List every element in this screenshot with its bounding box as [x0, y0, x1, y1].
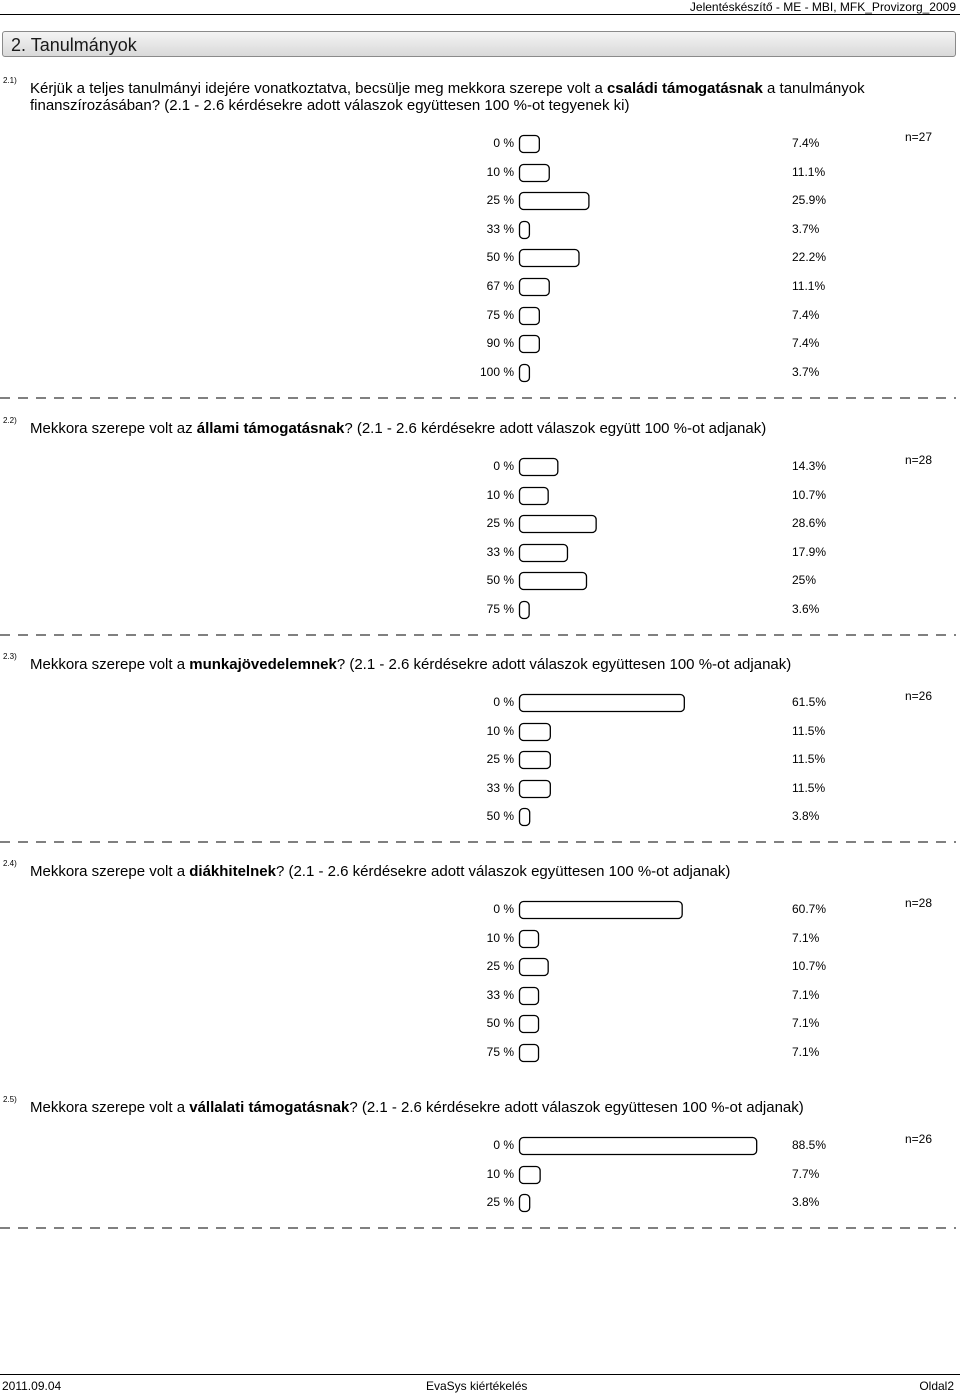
category-label: 25 % [486, 752, 514, 767]
value-label: 10.7% [792, 959, 827, 974]
category-label: 0 % [493, 459, 514, 473]
bar-svg [518, 722, 790, 743]
chart-row [0, 986, 960, 1008]
question-text [30, 80, 930, 114]
dashed-divider [0, 634, 960, 636]
question-text-end: ? (2.1 - 2.6 kérdésekre adott válaszok együttesen 100 %-ot adjanak) [336, 656, 792, 673]
chart-row [0, 277, 960, 299]
category-label: 25 % [486, 1195, 514, 1210]
category-label: 50 % [486, 250, 514, 265]
value-label: 7.4% [792, 136, 820, 150]
bar [520, 902, 683, 919]
category-label: 75 % [486, 307, 514, 322]
question-keyword: állami támogatásnak [196, 420, 345, 437]
category-label: 0 % [493, 1138, 514, 1152]
bar-svg [518, 457, 790, 478]
bar-svg [518, 486, 790, 507]
bar [520, 1166, 541, 1183]
chart-row [0, 306, 960, 328]
bar-svg [518, 191, 790, 212]
chart-row [0, 571, 960, 593]
category-label: 50 % [486, 573, 514, 588]
section-header [2, 31, 956, 57]
chart-row [0, 1165, 960, 1187]
bar [520, 364, 530, 381]
category-label: 50 % [486, 809, 514, 824]
bar-svg [518, 750, 790, 771]
question-text [30, 656, 930, 673]
bar-svg [518, 929, 790, 950]
value-label: 14.3% [792, 459, 827, 473]
value-label: 25% [792, 573, 817, 588]
bar [520, 136, 540, 153]
bar [520, 487, 549, 504]
bar-svg [518, 600, 790, 621]
bar [520, 336, 540, 353]
category-label: 10 % [486, 930, 514, 945]
question-text [30, 1099, 930, 1116]
sample-size-label: n=28 [904, 896, 932, 910]
question-text-start: Mekkora szerepe volt a [30, 1099, 190, 1116]
sample-size-label: n=28 [904, 453, 932, 467]
question-text-start: Mekkora szerepe volt a [30, 656, 190, 673]
value-label: 7.1% [792, 1016, 820, 1031]
category-label: 0 % [493, 902, 514, 916]
chart-row [0, 779, 960, 801]
bar-svg [518, 1043, 790, 1064]
bar-svg [518, 306, 790, 327]
value-label: 7.1% [792, 1045, 820, 1059]
chart-row [0, 1014, 960, 1036]
category-label: 67 % [486, 279, 514, 293]
footer-page: Oldal2 [919, 1379, 954, 1393]
category-label: 10 % [486, 487, 514, 502]
chart-row [0, 486, 960, 508]
value-label: 3.8% [792, 1195, 820, 1210]
chart-row [0, 957, 960, 979]
question-number: 2.5) [3, 1095, 17, 1104]
dashed-divider [0, 841, 960, 843]
chart-row [0, 722, 960, 744]
bar-svg [518, 363, 790, 384]
bar-svg [518, 543, 790, 564]
question-text-end: ? (2.1 - 2.6 kérdésekre adott válaszok együttesen 100 %-ot adjanak) [275, 863, 731, 880]
chart-row [0, 900, 960, 922]
question-number: 2.4) [3, 859, 17, 868]
sample-size-label: n=26 [904, 1132, 932, 1146]
bar-svg [518, 220, 790, 241]
value-label: 11.5% [792, 752, 826, 767]
category-label: 33 % [486, 544, 514, 559]
bar-svg [518, 277, 790, 298]
value-label: 3.8% [792, 809, 820, 824]
category-label: 10 % [486, 723, 514, 738]
chart-row [0, 514, 960, 536]
category-label: 25 % [486, 959, 514, 974]
bar-svg [518, 248, 790, 269]
question-keyword: diákhitelnek [189, 863, 276, 880]
value-label: 22.2% [792, 250, 827, 265]
sample-size-label: n=27 [904, 130, 932, 144]
bar-svg [518, 1193, 790, 1214]
category-label: 33 % [486, 987, 514, 1002]
bar-svg [518, 334, 790, 355]
chart-row [0, 248, 960, 270]
category-label: 10 % [486, 1166, 514, 1181]
category-label: 90 % [486, 336, 514, 351]
bar-svg [518, 163, 790, 184]
footer-center: EvaSys kiértékelés [426, 1379, 528, 1393]
category-label: 10 % [486, 164, 514, 179]
bar [520, 1045, 539, 1062]
bar [520, 809, 530, 826]
category-label: 25 % [486, 516, 514, 531]
value-label: 3.6% [792, 602, 820, 616]
chart-row [0, 363, 960, 385]
chart-row [0, 1136, 960, 1158]
bar [520, 930, 539, 947]
category-label: 25 % [486, 193, 514, 208]
bar [520, 516, 597, 533]
question-text-end: a tanulmányok finanszírozásában? (2.1 - 2.6 kérdésekre adott válaszok együttesen 100 %-ot tegyenek ki) [30, 80, 865, 114]
section-title: 2. Tanulmányok [11, 35, 137, 55]
question-number: 2.2) [3, 416, 17, 425]
bar [520, 987, 539, 1004]
bar-svg [518, 807, 790, 828]
sample-size-label: n=26 [904, 689, 932, 703]
bar-svg [518, 1136, 790, 1157]
bar [520, 221, 530, 238]
value-label: 10.7% [792, 487, 827, 502]
header-rule [0, 14, 960, 15]
chart-row [0, 457, 960, 479]
bar-svg [518, 779, 790, 800]
question-text-end: ? (2.1 - 2.6 kérdésekre adott válaszok együttesen 100 %-ot adjanak) [349, 1099, 804, 1116]
bar [520, 1195, 530, 1212]
bar-svg [518, 571, 790, 592]
chart-row [0, 543, 960, 565]
bar-svg [518, 900, 790, 921]
chart-row [0, 750, 960, 772]
value-label: 11.1% [792, 164, 826, 179]
question-keyword: családi támogatásnak [606, 80, 763, 97]
chart-row [0, 1043, 960, 1065]
value-label: 11.5% [792, 780, 826, 795]
dashed-divider [0, 397, 960, 399]
bar [520, 250, 579, 267]
bar-svg [518, 1014, 790, 1035]
category-label: 50 % [486, 1016, 514, 1031]
bar [520, 193, 589, 210]
category-label: 0 % [493, 136, 514, 150]
chart-row [0, 929, 960, 951]
category-label: 100 % [479, 364, 514, 379]
bar [520, 1138, 757, 1155]
bar [520, 544, 568, 561]
bar-svg [518, 693, 790, 714]
chart-row [0, 134, 960, 156]
question-number: 2.1) [3, 76, 17, 85]
value-label: 17.9% [792, 544, 827, 559]
category-label: 75 % [486, 1045, 514, 1059]
category-label: 33 % [486, 780, 514, 795]
chart-row [0, 191, 960, 213]
chart-row [0, 220, 960, 242]
bar-svg [518, 1165, 790, 1186]
bar-svg [518, 986, 790, 1007]
bar [520, 573, 587, 590]
bar [520, 752, 551, 769]
question-text [30, 420, 930, 437]
footer-rule [0, 1374, 960, 1375]
bar [520, 279, 550, 296]
question-keyword: munkajövedelemnek [189, 656, 337, 673]
chart-row [0, 693, 960, 715]
bar [520, 780, 551, 797]
bar [520, 1016, 539, 1033]
bar [520, 723, 551, 740]
value-label: 7.4% [792, 336, 820, 351]
chart-row [0, 334, 960, 356]
bar [520, 602, 530, 619]
bar-svg [518, 514, 790, 535]
chart-row [0, 163, 960, 185]
value-label: 61.5% [792, 695, 827, 709]
value-label: 7.1% [792, 930, 820, 945]
value-label: 25.9% [792, 193, 827, 208]
question-text [30, 863, 930, 880]
value-label: 60.7% [792, 902, 827, 916]
bar [520, 959, 549, 976]
question-text-start: Mekkora szerepe volt a [30, 863, 190, 880]
value-label: 11.1% [792, 279, 826, 293]
bar-svg [518, 957, 790, 978]
chart-row [0, 807, 960, 829]
value-label: 7.1% [792, 987, 820, 1002]
question-text-start: Mekkora szerepe volt az [30, 420, 197, 437]
value-label: 3.7% [792, 364, 820, 379]
bar-svg [518, 134, 790, 155]
dashed-divider [0, 1227, 960, 1229]
bar [520, 459, 558, 476]
bar [520, 164, 550, 181]
value-label: 11.5% [792, 723, 826, 738]
bar [520, 695, 685, 712]
chart-row [0, 1193, 960, 1215]
question-number: 2.3) [3, 652, 17, 661]
question-text-end: ? (2.1 - 2.6 kérdésekre adott válaszok együtt 100 %-ot adjanak) [344, 420, 767, 437]
value-label: 88.5% [792, 1138, 827, 1152]
category-label: 33 % [486, 221, 514, 236]
footer-date: 2011.09.04 [2, 1379, 62, 1393]
category-label: 0 % [493, 695, 514, 709]
report-title: Jelentéskészítő - ME - MBI, MFK_Provizorg_2009 [689, 0, 956, 14]
category-label: 75 % [486, 602, 514, 616]
value-label: 7.7% [792, 1166, 820, 1181]
question-keyword: vállalati támogatásnak [189, 1099, 350, 1116]
chart-row [0, 600, 960, 622]
question-text-start: Kérjük a teljes tanulmányi idejére vonatkoztatva, becsülje meg mekkora szerepe volt a [30, 80, 607, 97]
value-label: 7.4% [792, 307, 820, 322]
value-label: 28.6% [792, 516, 827, 531]
bar [520, 307, 540, 324]
value-label: 3.7% [792, 221, 820, 236]
